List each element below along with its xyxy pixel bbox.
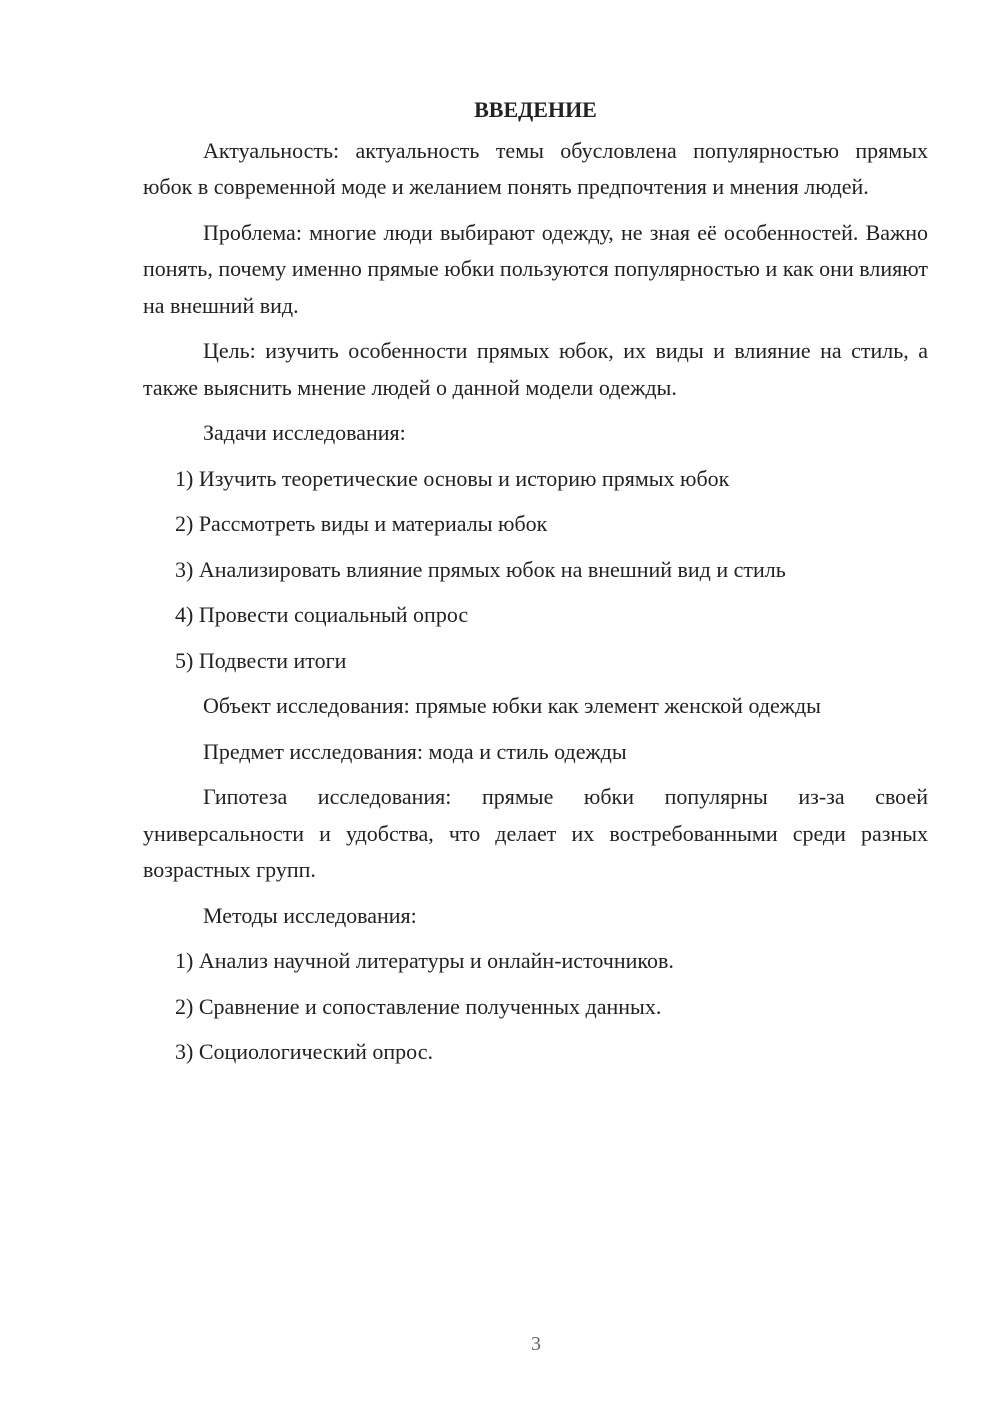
task-item: 1) Изучить теоретические основы и историю прямых юбок bbox=[175, 465, 730, 491]
methods-title: Методы исследования: bbox=[203, 902, 417, 928]
section-heading: ВВЕДЕНИЕ bbox=[474, 97, 597, 122]
tasks-title: Задачи исследования: bbox=[203, 420, 406, 445]
method-item: 2) Сравнение и сопоставление полученных данных. bbox=[175, 993, 662, 1019]
document-page bbox=[143, 92, 928, 1080]
method-item: 1) Анализ научной литературы и онлайн-источников. bbox=[175, 948, 674, 973]
task-item: 3) Анализировать влияние прямых юбок на внешний вид и стиль bbox=[175, 556, 786, 582]
goal-paragraph: Цель: изучить особенности прямых юбок, их виды и влияние на стиль, а также выяснить мнение людей о данной модели одежды. bbox=[143, 338, 928, 400]
task-item: 2) Рассмотреть виды и материалы юбок bbox=[175, 511, 548, 536]
relevance-paragraph: Актуальность: актуальность темы обусловлена популярностью прямых юбок в современной моде и желанием понять предпочтения и мнения людей. bbox=[143, 137, 928, 199]
task-item: 4) Провести социальный опрос bbox=[175, 602, 469, 627]
problem-paragraph: Проблема: многие люди выбирают одежду, не зная её особенностей. Важно понять, почему именно прямые юбки пользуются популярностью и как они влияют на внешний вид. bbox=[143, 219, 928, 318]
hypothesis-paragraph: Гипотеза исследования: прямые юбки популярны из-за своей универсальности и удобства, что делает их востребованными среди разных возрастных групп. bbox=[143, 784, 928, 882]
object-paragraph: Объект исследования: прямые юбки как элемент женской одежды bbox=[203, 693, 821, 718]
method-item: 3) Социологический опрос. bbox=[175, 1039, 433, 1064]
methods-list bbox=[143, 943, 928, 1071]
page-number: 3 bbox=[531, 1333, 541, 1355]
task-item: 5) Подвести итоги bbox=[175, 647, 347, 673]
subject-paragraph: Предмет исследования: мода и стиль одежды bbox=[203, 738, 627, 764]
tasks-list bbox=[143, 461, 928, 680]
